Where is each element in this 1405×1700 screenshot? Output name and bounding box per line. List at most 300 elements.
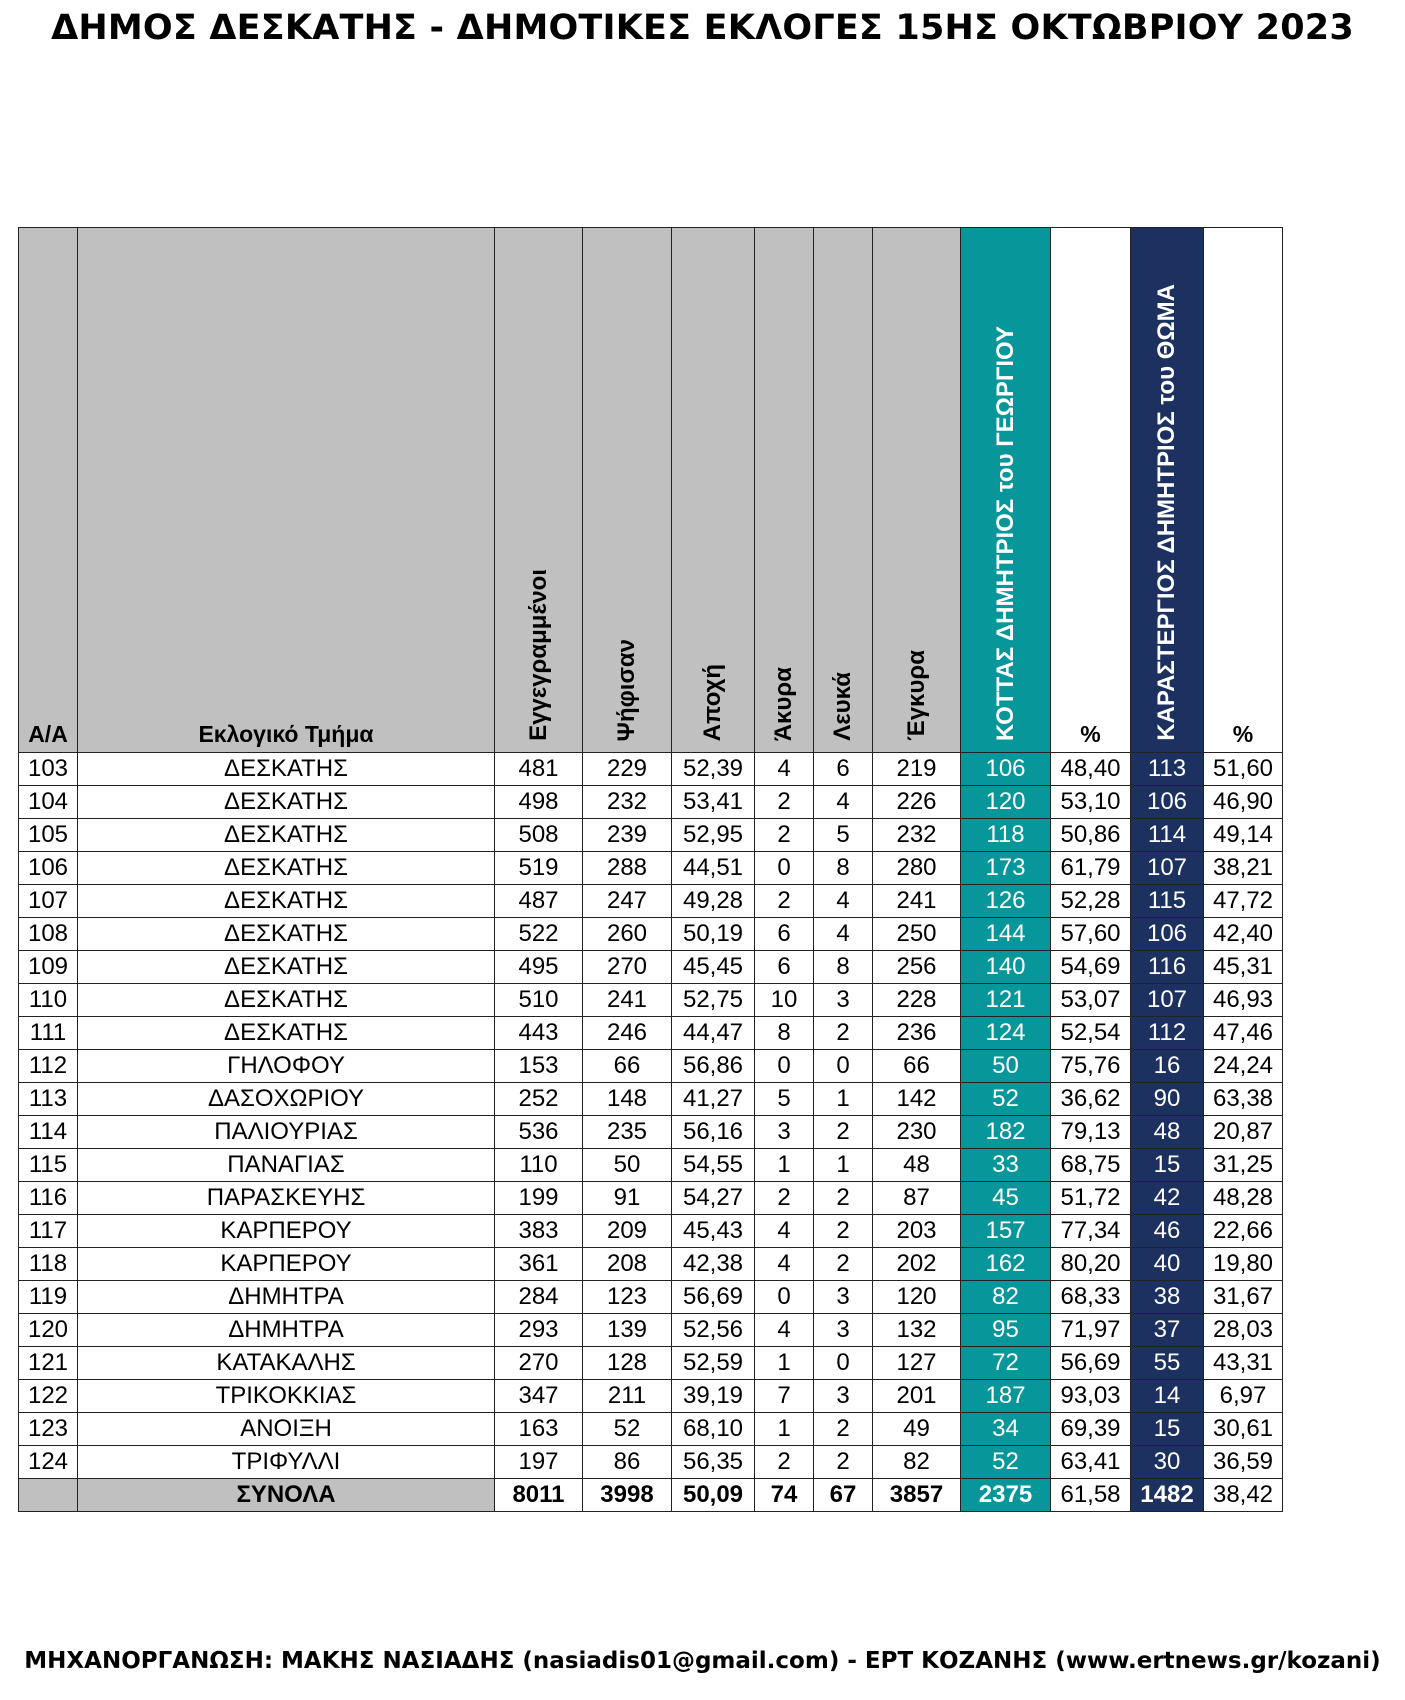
cell-karastergios-pct: 43,31 (1204, 1347, 1283, 1380)
cell-voted: 50 (583, 1149, 672, 1182)
table-row (19, 1314, 1283, 1347)
cell-invalid: 8 (755, 1017, 814, 1050)
total-kottas-pct: 61,58 (1051, 1479, 1131, 1512)
cell-turnout: 52,39 (672, 753, 755, 786)
cell-kottas-pct: 93,03 (1051, 1380, 1131, 1413)
cell-invalid: 2 (755, 1446, 814, 1479)
cell-turnout: 56,16 (672, 1116, 755, 1149)
cell-blank: 2 (814, 1017, 873, 1050)
cell-aa: 114 (19, 1116, 78, 1149)
cell-section: ΔΕΣΚΑΤΗΣ (78, 753, 495, 786)
cell-invalid: 0 (755, 1281, 814, 1314)
cell-section: ΠΑΝΑΓΙΑΣ (78, 1149, 495, 1182)
cell-karastergios-pct: 24,24 (1204, 1050, 1283, 1083)
cell-invalid: 2 (755, 885, 814, 918)
cell-section: ΚΑΡΠΕΡΟΥ (78, 1248, 495, 1281)
cell-registered: 163 (495, 1413, 583, 1446)
cell-kottas-votes: 34 (961, 1413, 1051, 1446)
cell-karastergios-votes: 30 (1131, 1446, 1204, 1479)
cell-kottas-pct: 54,69 (1051, 951, 1131, 984)
cell-section: ΔΑΣΟΧΩΡΙΟΥ (78, 1083, 495, 1116)
header-aa: Α/Α (19, 228, 78, 753)
cell-kottas-pct: 63,41 (1051, 1446, 1131, 1479)
cell-karastergios-votes: 113 (1131, 753, 1204, 786)
header-blank: Λευκά (814, 228, 873, 753)
cell-kottas-votes: 140 (961, 951, 1051, 984)
cell-karastergios-votes: 116 (1131, 951, 1204, 984)
cell-valid: 236 (873, 1017, 961, 1050)
cell-section: ΤΡΙΦΥΛΛΙ (78, 1446, 495, 1479)
cell-kottas-votes: 144 (961, 918, 1051, 951)
table-row (19, 1380, 1283, 1413)
cell-kottas-votes: 52 (961, 1083, 1051, 1116)
cell-kottas-pct: 79,13 (1051, 1116, 1131, 1149)
cell-blank: 3 (814, 984, 873, 1017)
cell-blank: 3 (814, 1281, 873, 1314)
table-row (19, 1347, 1283, 1380)
cell-invalid: 4 (755, 1248, 814, 1281)
cell-karastergios-pct: 49,14 (1204, 819, 1283, 852)
totals-row (19, 1479, 1283, 1512)
cell-valid: 226 (873, 786, 961, 819)
cell-section: ΓΗΛΟΦΟΥ (78, 1050, 495, 1083)
cell-invalid: 4 (755, 753, 814, 786)
cell-karastergios-pct: 31,67 (1204, 1281, 1283, 1314)
cell-karastergios-votes: 107 (1131, 852, 1204, 885)
cell-registered: 347 (495, 1380, 583, 1413)
cell-karastergios-votes: 15 (1131, 1149, 1204, 1182)
cell-aa: 123 (19, 1413, 78, 1446)
cell-invalid: 2 (755, 786, 814, 819)
cell-karastergios-pct: 20,87 (1204, 1116, 1283, 1149)
cell-karastergios-pct: 6,97 (1204, 1380, 1283, 1413)
cell-kottas-pct: 71,97 (1051, 1314, 1131, 1347)
cell-karastergios-pct: 46,90 (1204, 786, 1283, 819)
table-row (19, 951, 1283, 984)
cell-voted: 229 (583, 753, 672, 786)
cell-invalid: 1 (755, 1149, 814, 1182)
cell-aa: 115 (19, 1149, 78, 1182)
cell-registered: 153 (495, 1050, 583, 1083)
cell-voted: 211 (583, 1380, 672, 1413)
total-blank: 67 (814, 1479, 873, 1512)
header-pct-karastergios: % (1204, 228, 1283, 753)
cell-turnout: 45,43 (672, 1215, 755, 1248)
cell-valid: 241 (873, 885, 961, 918)
cell-section: ΔΕΣΚΑΤΗΣ (78, 984, 495, 1017)
cell-kottas-pct: 69,39 (1051, 1413, 1131, 1446)
cell-aa: 110 (19, 984, 78, 1017)
cell-voted: 91 (583, 1182, 672, 1215)
table-row (19, 1182, 1283, 1215)
table-row (19, 852, 1283, 885)
total-turnout: 50,09 (672, 1479, 755, 1512)
cell-kottas-pct: 51,72 (1051, 1182, 1131, 1215)
cell-karastergios-pct: 48,28 (1204, 1182, 1283, 1215)
table-row (19, 819, 1283, 852)
cell-kottas-pct: 68,75 (1051, 1149, 1131, 1182)
cell-turnout: 54,27 (672, 1182, 755, 1215)
cell-aa: 116 (19, 1182, 78, 1215)
cell-invalid: 6 (755, 918, 814, 951)
cell-aa: 106 (19, 852, 78, 885)
cell-aa: 121 (19, 1347, 78, 1380)
cell-turnout: 54,55 (672, 1149, 755, 1182)
cell-kottas-pct: 61,79 (1051, 852, 1131, 885)
table-row (19, 885, 1283, 918)
cell-invalid: 2 (755, 1182, 814, 1215)
cell-karastergios-pct: 36,59 (1204, 1446, 1283, 1479)
cell-registered: 293 (495, 1314, 583, 1347)
cell-registered: 522 (495, 918, 583, 951)
cell-voted: 52 (583, 1413, 672, 1446)
cell-turnout: 68,10 (672, 1413, 755, 1446)
cell-voted: 241 (583, 984, 672, 1017)
cell-karastergios-pct: 28,03 (1204, 1314, 1283, 1347)
cell-kottas-votes: 121 (961, 984, 1051, 1017)
cell-invalid: 0 (755, 852, 814, 885)
cell-aa: 111 (19, 1017, 78, 1050)
table-row (19, 1248, 1283, 1281)
cell-valid: 82 (873, 1446, 961, 1479)
cell-voted: 128 (583, 1347, 672, 1380)
cell-valid: 120 (873, 1281, 961, 1314)
cell-registered: 508 (495, 819, 583, 852)
header-section: Εκλογικό Τμήμα (78, 228, 495, 753)
cell-valid: 280 (873, 852, 961, 885)
footer-credits: ΜΗΧΑΝΟΡΓΑΝΩΣΗ: ΜΑΚΗΣ ΝΑΣΙΑΔΗΣ (nasiadis01@gmail.com) - ΕΡΤ ΚΟΖΑΝΗΣ (www.ertnews.gr/kozani) (24, 1648, 1381, 1674)
cell-turnout: 50,19 (672, 918, 755, 951)
cell-voted: 209 (583, 1215, 672, 1248)
cell-valid: 230 (873, 1116, 961, 1149)
cell-registered: 197 (495, 1446, 583, 1479)
cell-karastergios-pct: 47,72 (1204, 885, 1283, 918)
cell-turnout: 44,51 (672, 852, 755, 885)
cell-blank: 8 (814, 852, 873, 885)
cell-voted: 123 (583, 1281, 672, 1314)
table-row (19, 1215, 1283, 1248)
cell-valid: 256 (873, 951, 961, 984)
cell-karastergios-pct: 31,25 (1204, 1149, 1283, 1182)
cell-turnout: 49,28 (672, 885, 755, 918)
cell-kottas-pct: 53,07 (1051, 984, 1131, 1017)
cell-karastergios-pct: 51,60 (1204, 753, 1283, 786)
header-voted: Ψήφισαν (583, 228, 672, 753)
cell-voted: 235 (583, 1116, 672, 1149)
table-row (19, 1446, 1283, 1479)
cell-karastergios-votes: 16 (1131, 1050, 1204, 1083)
cell-voted: 246 (583, 1017, 672, 1050)
cell-invalid: 0 (755, 1050, 814, 1083)
cell-invalid: 4 (755, 1215, 814, 1248)
total-invalid: 74 (755, 1479, 814, 1512)
cell-blank: 2 (814, 1413, 873, 1446)
cell-karastergios-votes: 40 (1131, 1248, 1204, 1281)
cell-kottas-pct: 48,40 (1051, 753, 1131, 786)
cell-valid: 48 (873, 1149, 961, 1182)
cell-valid: 219 (873, 753, 961, 786)
cell-kottas-votes: 162 (961, 1248, 1051, 1281)
total-kottas-votes: 2375 (961, 1479, 1051, 1512)
cell-karastergios-pct: 63,38 (1204, 1083, 1283, 1116)
cell-aa: 124 (19, 1446, 78, 1479)
cell-kottas-votes: 157 (961, 1215, 1051, 1248)
cell-kottas-pct: 75,76 (1051, 1050, 1131, 1083)
cell-section: ΠΑΛΙΟΥΡΙΑΣ (78, 1116, 495, 1149)
table-row (19, 918, 1283, 951)
cell-karastergios-votes: 37 (1131, 1314, 1204, 1347)
cell-valid: 232 (873, 819, 961, 852)
cell-registered: 481 (495, 753, 583, 786)
cell-valid: 49 (873, 1413, 961, 1446)
cell-turnout: 44,47 (672, 1017, 755, 1050)
header-invalid: Άκυρα (755, 228, 814, 753)
cell-blank: 6 (814, 753, 873, 786)
table-row (19, 1149, 1283, 1182)
cell-registered: 270 (495, 1347, 583, 1380)
cell-voted: 148 (583, 1083, 672, 1116)
cell-turnout: 39,19 (672, 1380, 755, 1413)
cell-section: ΔΕΣΚΑΤΗΣ (78, 786, 495, 819)
cell-blank: 3 (814, 1314, 873, 1347)
header-registered: Εγγεγραμμένοι (495, 228, 583, 753)
table-row (19, 753, 1283, 786)
cell-voted: 239 (583, 819, 672, 852)
cell-karastergios-pct: 30,61 (1204, 1413, 1283, 1446)
cell-invalid: 1 (755, 1413, 814, 1446)
cell-karastergios-pct: 45,31 (1204, 951, 1283, 984)
cell-turnout: 53,41 (672, 786, 755, 819)
header-turnout: Αποχή (672, 228, 755, 753)
cell-blank: 4 (814, 885, 873, 918)
cell-kottas-votes: 45 (961, 1182, 1051, 1215)
cell-turnout: 52,59 (672, 1347, 755, 1380)
cell-turnout: 42,38 (672, 1248, 755, 1281)
cell-karastergios-votes: 90 (1131, 1083, 1204, 1116)
cell-kottas-pct: 56,69 (1051, 1347, 1131, 1380)
cell-blank: 0 (814, 1347, 873, 1380)
cell-registered: 498 (495, 786, 583, 819)
cell-invalid: 6 (755, 951, 814, 984)
cell-valid: 228 (873, 984, 961, 1017)
cell-karastergios-pct: 47,46 (1204, 1017, 1283, 1050)
cell-kottas-pct: 77,34 (1051, 1215, 1131, 1248)
cell-registered: 519 (495, 852, 583, 885)
cell-turnout: 56,35 (672, 1446, 755, 1479)
table-row (19, 984, 1283, 1017)
cell-section: ΔΗΜΗΤΡΑ (78, 1314, 495, 1347)
table-row (19, 1281, 1283, 1314)
cell-kottas-pct: 50,86 (1051, 819, 1131, 852)
cell-registered: 383 (495, 1215, 583, 1248)
cell-aa: 109 (19, 951, 78, 984)
cell-registered: 110 (495, 1149, 583, 1182)
cell-aa: 122 (19, 1380, 78, 1413)
cell-kottas-pct: 57,60 (1051, 918, 1131, 951)
cell-section: ΔΕΣΚΑΤΗΣ (78, 885, 495, 918)
cell-karastergios-votes: 106 (1131, 918, 1204, 951)
cell-section: ΔΕΣΚΑΤΗΣ (78, 951, 495, 984)
cell-aa: 105 (19, 819, 78, 852)
header-valid: Έγκυρα (873, 228, 961, 753)
cell-valid: 203 (873, 1215, 961, 1248)
cell-blank: 5 (814, 819, 873, 852)
cell-kottas-pct: 52,54 (1051, 1017, 1131, 1050)
table-row (19, 786, 1283, 819)
total-section: ΣΥΝΟΛΑ (78, 1479, 495, 1512)
cell-invalid: 3 (755, 1116, 814, 1149)
table-row (19, 1116, 1283, 1149)
cell-karastergios-votes: 106 (1131, 786, 1204, 819)
cell-blank: 2 (814, 1215, 873, 1248)
cell-blank: 4 (814, 918, 873, 951)
cell-voted: 247 (583, 885, 672, 918)
cell-karastergios-pct: 22,66 (1204, 1215, 1283, 1248)
cell-karastergios-votes: 15 (1131, 1413, 1204, 1446)
cell-registered: 487 (495, 885, 583, 918)
cell-voted: 232 (583, 786, 672, 819)
cell-blank: 4 (814, 786, 873, 819)
cell-karastergios-pct: 42,40 (1204, 918, 1283, 951)
cell-section: ΔΗΜΗΤΡΑ (78, 1281, 495, 1314)
cell-aa: 108 (19, 918, 78, 951)
cell-kottas-pct: 52,28 (1051, 885, 1131, 918)
cell-valid: 127 (873, 1347, 961, 1380)
cell-kottas-votes: 72 (961, 1347, 1051, 1380)
cell-kottas-votes: 50 (961, 1050, 1051, 1083)
cell-section: ΚΑΤΑΚΑΛΗΣ (78, 1347, 495, 1380)
cell-blank: 3 (814, 1380, 873, 1413)
total-aa (19, 1479, 78, 1512)
cell-kottas-votes: 173 (961, 852, 1051, 885)
cell-karastergios-votes: 46 (1131, 1215, 1204, 1248)
cell-karastergios-votes: 112 (1131, 1017, 1204, 1050)
cell-voted: 139 (583, 1314, 672, 1347)
cell-kottas-pct: 36,62 (1051, 1083, 1131, 1116)
total-karastergios-pct: 38,42 (1204, 1479, 1283, 1512)
cell-kottas-votes: 126 (961, 885, 1051, 918)
header-candidate-karastergios: ΚΑΡΑΣΤΕΡΓΙΟΣ ΔΗΜΗΤΡΙΟΣ του ΘΩΜΑ (1131, 228, 1204, 753)
cell-registered: 495 (495, 951, 583, 984)
cell-turnout: 56,86 (672, 1050, 755, 1083)
cell-valid: 66 (873, 1050, 961, 1083)
election-results-table (18, 227, 1283, 1512)
cell-kottas-votes: 33 (961, 1149, 1051, 1182)
cell-aa: 118 (19, 1248, 78, 1281)
cell-section: ΔΕΣΚΑΤΗΣ (78, 819, 495, 852)
cell-aa: 104 (19, 786, 78, 819)
cell-section: ΔΕΣΚΑΤΗΣ (78, 918, 495, 951)
cell-voted: 208 (583, 1248, 672, 1281)
header-row (19, 228, 1283, 753)
cell-aa: 119 (19, 1281, 78, 1314)
cell-section: ΠΑΡΑΣΚΕΥΗΣ (78, 1182, 495, 1215)
cell-turnout: 45,45 (672, 951, 755, 984)
cell-turnout: 52,95 (672, 819, 755, 852)
table-row (19, 1050, 1283, 1083)
cell-aa: 113 (19, 1083, 78, 1116)
header-candidate-kottas: ΚΟΤΤΑΣ ΔΗΜΗΤΡΙΟΣ του ΓΕΩΡΓΙΟΥ (961, 228, 1051, 753)
cell-kottas-votes: 82 (961, 1281, 1051, 1314)
cell-karastergios-votes: 115 (1131, 885, 1204, 918)
cell-section: ΚΑΡΠΕΡΟΥ (78, 1215, 495, 1248)
cell-registered: 361 (495, 1248, 583, 1281)
cell-karastergios-votes: 114 (1131, 819, 1204, 852)
cell-turnout: 52,75 (672, 984, 755, 1017)
table-row (19, 1083, 1283, 1116)
cell-karastergios-pct: 38,21 (1204, 852, 1283, 885)
cell-kottas-votes: 106 (961, 753, 1051, 786)
cell-valid: 202 (873, 1248, 961, 1281)
cell-registered: 199 (495, 1182, 583, 1215)
cell-valid: 250 (873, 918, 961, 951)
cell-blank: 0 (814, 1050, 873, 1083)
cell-voted: 260 (583, 918, 672, 951)
cell-blank: 2 (814, 1248, 873, 1281)
cell-valid: 201 (873, 1380, 961, 1413)
cell-kottas-votes: 182 (961, 1116, 1051, 1149)
cell-blank: 1 (814, 1149, 873, 1182)
cell-kottas-votes: 120 (961, 786, 1051, 819)
cell-kottas-pct: 68,33 (1051, 1281, 1131, 1314)
cell-voted: 66 (583, 1050, 672, 1083)
cell-karastergios-pct: 46,93 (1204, 984, 1283, 1017)
cell-invalid: 5 (755, 1083, 814, 1116)
cell-registered: 284 (495, 1281, 583, 1314)
cell-karastergios-votes: 14 (1131, 1380, 1204, 1413)
cell-karastergios-votes: 55 (1131, 1347, 1204, 1380)
cell-aa: 107 (19, 885, 78, 918)
cell-registered: 536 (495, 1116, 583, 1149)
cell-turnout: 41,27 (672, 1083, 755, 1116)
cell-kottas-votes: 95 (961, 1314, 1051, 1347)
total-registered: 8011 (495, 1479, 583, 1512)
cell-invalid: 10 (755, 984, 814, 1017)
cell-valid: 87 (873, 1182, 961, 1215)
table-row (19, 1413, 1283, 1446)
cell-kottas-pct: 80,20 (1051, 1248, 1131, 1281)
page-title: ΔΗΜΟΣ ΔΕΣΚΑΤΗΣ - ΔΗΜΟΤΙΚΕΣ ΕΚΛΟΓΕΣ 15ΗΣ ΟΚΤΩΒΡΙΟΥ 2023 (51, 8, 1354, 48)
total-karastergios-votes: 1482 (1131, 1479, 1204, 1512)
cell-karastergios-votes: 107 (1131, 984, 1204, 1017)
cell-invalid: 1 (755, 1347, 814, 1380)
cell-aa: 112 (19, 1050, 78, 1083)
cell-kottas-pct: 53,10 (1051, 786, 1131, 819)
cell-kottas-votes: 187 (961, 1380, 1051, 1413)
cell-voted: 270 (583, 951, 672, 984)
cell-voted: 288 (583, 852, 672, 885)
cell-aa: 103 (19, 753, 78, 786)
cell-section: ΔΕΣΚΑΤΗΣ (78, 1017, 495, 1050)
cell-section: ΔΕΣΚΑΤΗΣ (78, 852, 495, 885)
cell-kottas-votes: 118 (961, 819, 1051, 852)
cell-karastergios-pct: 19,80 (1204, 1248, 1283, 1281)
cell-voted: 86 (583, 1446, 672, 1479)
cell-karastergios-votes: 38 (1131, 1281, 1204, 1314)
cell-invalid: 2 (755, 819, 814, 852)
cell-turnout: 56,69 (672, 1281, 755, 1314)
cell-section: ΤΡΙΚΟΚΚΙΑΣ (78, 1380, 495, 1413)
cell-kottas-votes: 124 (961, 1017, 1051, 1050)
cell-blank: 2 (814, 1116, 873, 1149)
cell-registered: 252 (495, 1083, 583, 1116)
cell-invalid: 4 (755, 1314, 814, 1347)
cell-kottas-votes: 52 (961, 1446, 1051, 1479)
cell-section: ΑΝΟΙΞΗ (78, 1413, 495, 1446)
table-row (19, 1017, 1283, 1050)
cell-aa: 120 (19, 1314, 78, 1347)
cell-blank: 1 (814, 1083, 873, 1116)
